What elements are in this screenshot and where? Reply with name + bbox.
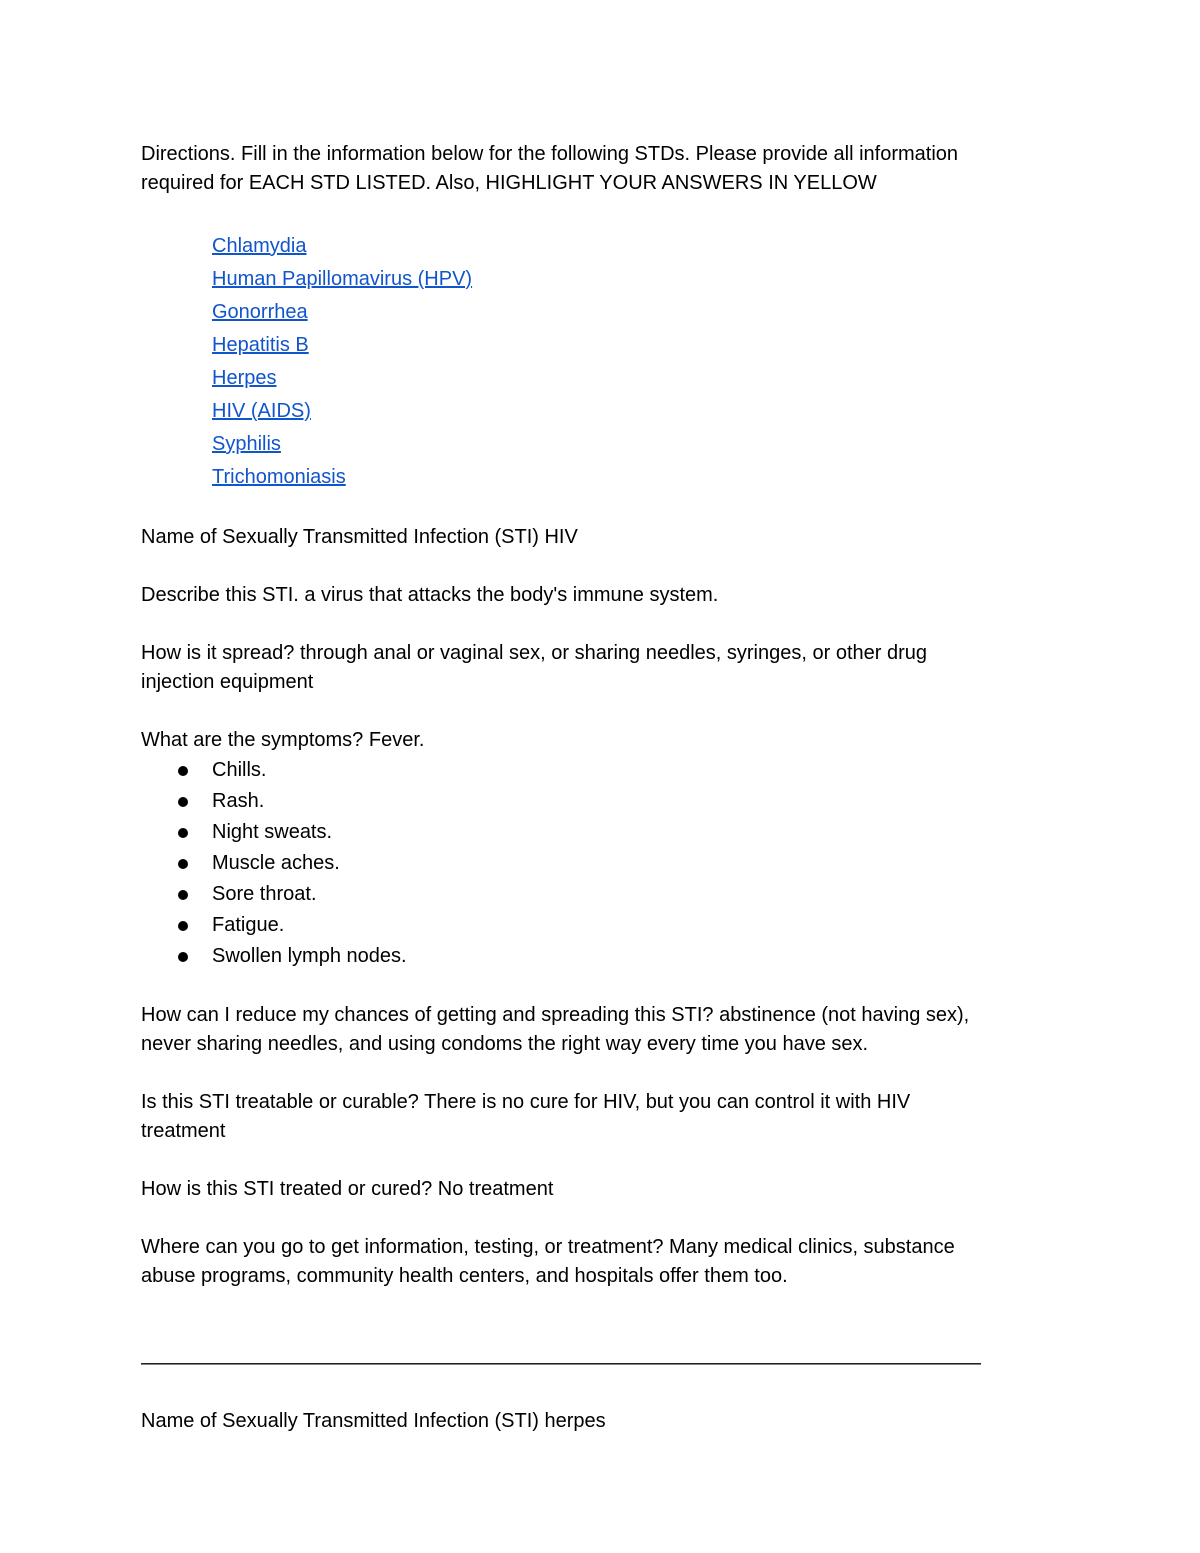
sti-spread-line-2: injection equipment: [141, 671, 314, 693]
std-link-list: [141, 230, 1060, 494]
sti-reduce-line-2: never sharing needles, and using condoms the right way every time you have sex.: [141, 1033, 869, 1055]
bullet-icon: [178, 952, 188, 962]
bullet-icon: [178, 828, 188, 838]
link-hiv[interactable]: HIV (AIDS): [212, 400, 311, 422]
sti-symptoms-intro: What are the symptoms? Fever.: [141, 729, 425, 751]
list-item: [212, 910, 1060, 941]
list-item: [212, 230, 1060, 263]
sti-name-herpes: Name of Sexually Transmitted Infection (STI) herpes: [141, 1410, 606, 1432]
sti-describe: Describe this STI. a virus that attacks the body's immune system.: [141, 584, 719, 606]
list-item: [212, 879, 1060, 910]
directions: [141, 140, 1060, 198]
list-item: [212, 428, 1060, 461]
symptom-text: Muscle aches.: [212, 852, 340, 874]
link-hepatitis-b[interactable]: Hepatitis B: [212, 334, 309, 356]
sti-treated: How is this STI treated or cured? No treatment: [141, 1178, 554, 1200]
list-item: [212, 362, 1060, 395]
sti-symptoms: [141, 726, 1060, 972]
sti-treatable-line-1: Is this STI treatable or curable? There is no cure for HIV, but you can control it with HIV: [141, 1091, 911, 1113]
list-item: [212, 263, 1060, 296]
list-item: [212, 817, 1060, 848]
symptom-text: Chills.: [212, 759, 267, 781]
list-item: [212, 848, 1060, 879]
sti-reduce-line-1: How can I reduce my chances of getting and spreading this STI? abstinence (not having sex),: [141, 1004, 970, 1026]
sti-spread: [141, 639, 1060, 697]
list-item: [212, 941, 1060, 972]
sti-spread-line-1: How is it spread? through anal or vaginal sex, or sharing needles, syringes, or other drug: [141, 642, 927, 664]
link-hpv[interactable]: Human Papillomavirus (HPV): [212, 268, 473, 290]
sti-name-hiv: Name of Sexually Transmitted Infection (STI) HIV: [141, 526, 578, 548]
list-item: [212, 786, 1060, 817]
list-item: [212, 329, 1060, 362]
bullet-icon: [178, 766, 188, 776]
symptom-text: Sore throat.: [212, 883, 317, 905]
list-item: [212, 395, 1060, 428]
symptom-text: Swollen lymph nodes.: [212, 945, 407, 967]
bullet-icon: [178, 797, 188, 807]
bullet-icon: [178, 921, 188, 931]
symptom-list: [141, 755, 1060, 972]
sti-where-line-2: abuse programs, community health centers, and hospitals offer them too.: [141, 1265, 788, 1287]
section-separator: ——————————————————————————————————————————: [141, 1352, 981, 1374]
sti-treatable: [141, 1088, 1060, 1146]
link-syphilis[interactable]: Syphilis: [212, 433, 281, 455]
sti-where-line-1: Where can you go to get information, testing, or treatment? Many medical clinics, substance: [141, 1236, 955, 1258]
directions-line-1: Directions. Fill in the information below for the following STDs. Please provide all information: [141, 143, 959, 165]
list-item: [212, 296, 1060, 329]
sti-reduce: [141, 1001, 1060, 1059]
symptom-text: Fatigue.: [212, 914, 285, 936]
bullet-icon: [178, 890, 188, 900]
symptom-text: Rash.: [212, 790, 265, 812]
list-item: [212, 461, 1060, 494]
sti-where: [141, 1233, 1060, 1291]
sti-treatable-line-2: treatment: [141, 1120, 226, 1142]
bullet-icon: [178, 859, 188, 869]
directions-line-2: required for EACH STD LISTED. Also, HIGHLIGHT YOUR ANSWERS IN YELLOW: [141, 172, 877, 194]
symptom-text: Night sweats.: [212, 821, 333, 843]
link-gonorrhea[interactable]: Gonorrhea: [212, 301, 308, 323]
link-herpes[interactable]: Herpes: [212, 367, 277, 389]
link-trichomoniasis[interactable]: Trichomoniasis: [212, 466, 346, 488]
link-chlamydia[interactable]: Chlamydia: [212, 235, 307, 257]
list-item: [212, 755, 1060, 786]
